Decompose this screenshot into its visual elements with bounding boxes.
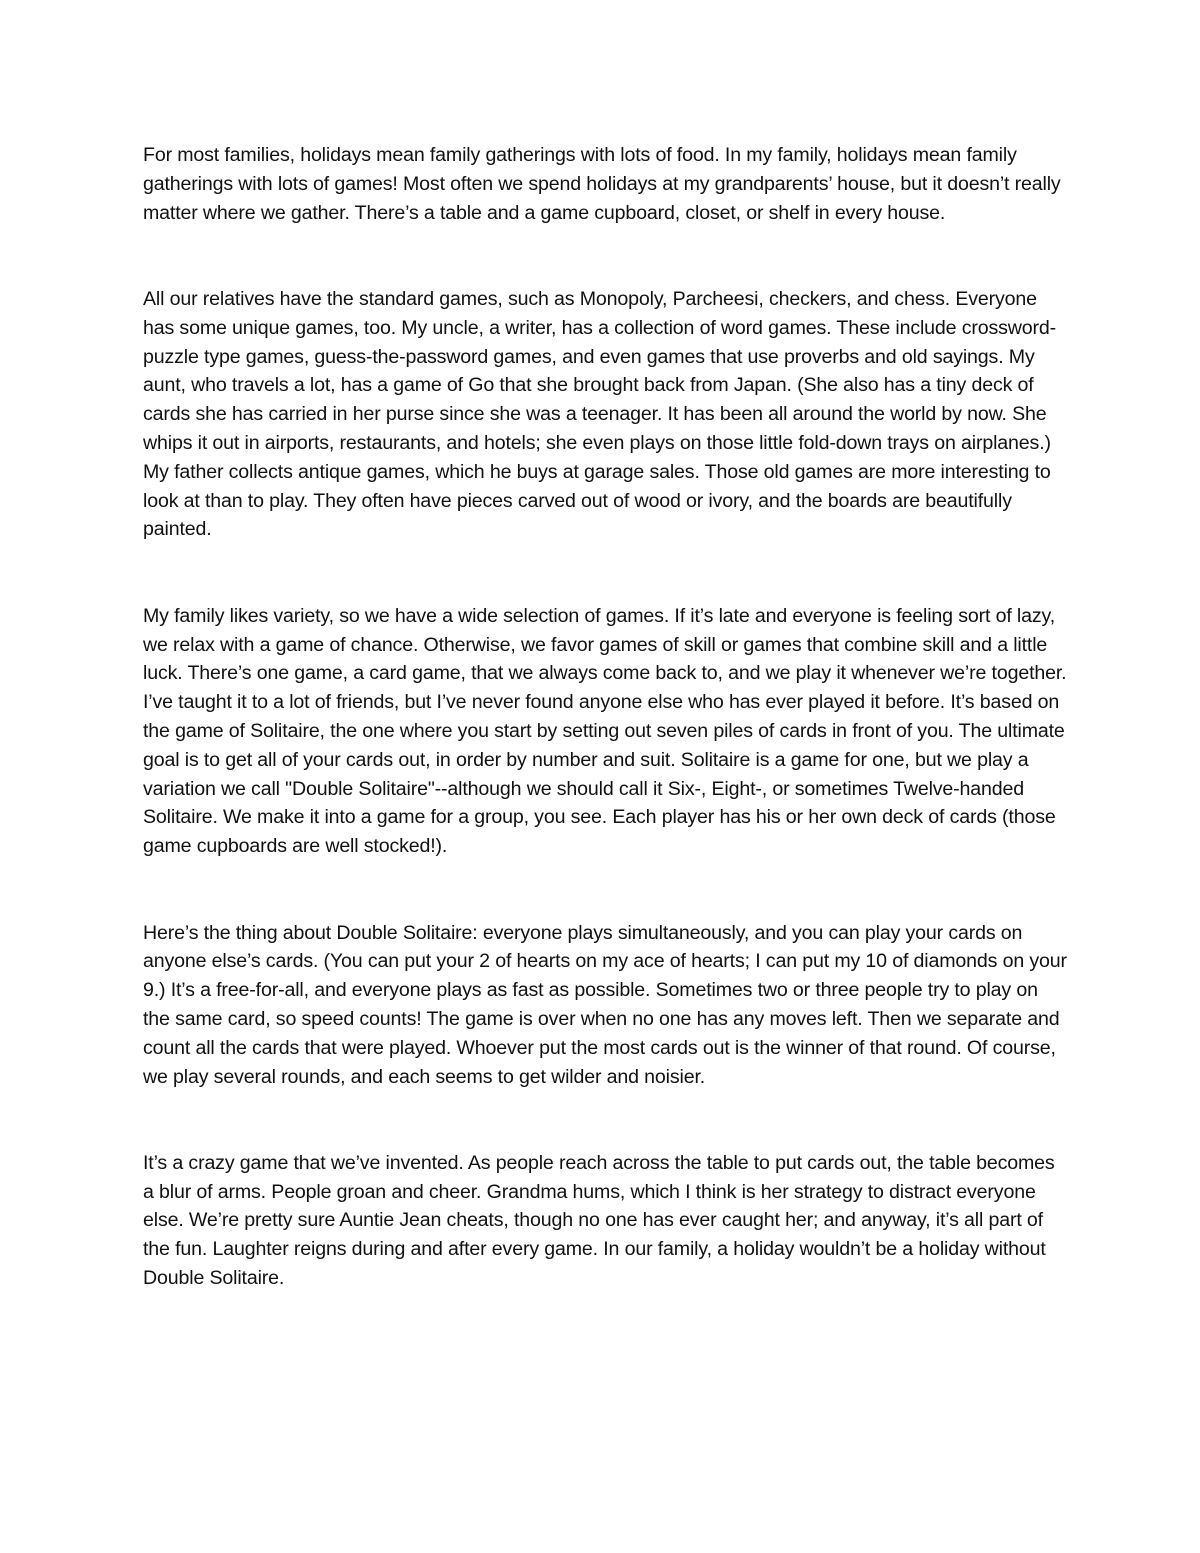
paragraph-4: Here’s the thing about Double Solitaire: everyone plays simultaneously, and you can play your cards on anyone else’s cards. (You can put your 2 of hearts on my ace of hearts; I can put my 10 of diamonds on your 9.) It’s a free-for-all, and everyone plays as fast as possible. Sometimes two or three people try to play on the same card, so speed counts! The game is over when no one has any moves left. Then we separate and count all the cards that were played. Whoever put the most cards out is the winner of that round. Of course, we play several rounds, and each seems to get wilder and noisier. — [143, 921, 1067, 1088]
document-body — [143, 141, 1068, 1293]
paragraph-1: For most families, holidays mean family gatherings with lots of food. In my family, holidays mean family gatherings with lots of games! Most often we spend holidays at my grandparents’ house, but it doesn’t really matter where we gather. There’s a table and a game cupboard, closet, or shelf in every house. — [143, 144, 1061, 224]
paragraph-2: All our relatives have the standard games, such as Monopoly, Parcheesi, checkers, and chess. Everyone has some unique games, too. My uncle, a writer, has a collection of word games. These include crossword-puzzle type games, guess-the-password games, and even games that use proverbs and old sayings. My aunt, who travels a lot, has a game of Go that she brought back from Japan. (She also has a tiny deck of cards she has carried in her purse since she was a teenager. It has been all around the world by now. She whips it out in airports, restaurants, and hotels; she even plays on those little fold-down trays on airplanes.) My father collects antique games, which he buys at garage sales. Those old games are more interesting to look at than to play. They often have pieces carved out of wood or ivory, and the boards are beautifully painted. — [143, 287, 1057, 541]
paragraph-3: My family likes variety, so we have a wide selection of games. If it’s late and everyone is feeling sort of lazy, we relax with a game of chance. Otherwise, we favor games of skill or games that combine skill and a little luck. There’s one game, a card game, that we always come back to, and we play it whenever we’re together. I’ve taught it to a lot of friends, but I’ve never found anyone else who has ever played it before. It’s based on the game of Solitaire, the one where you start by setting out seven piles of cards in front of you. The ultimate goal is to get all of your cards out, in order by number and suit. Solitaire is a game for one, but we play a variation we call "Double Solitaire"--although we should call it Six-, Eight-, or sometimes Twelve-handed Solitaire. We make it into a game for a group, you see. Each player has his or her own deck of cards (those game cupboards are well stocked!). — [143, 604, 1067, 858]
paragraph-5: It’s a crazy game that we’ve invented. As people reach across the table to put cards out, the table becomes a blur of arms. People groan and cheer. Grandma hums, which I think is her strategy to distract everyone else. We’re pretty sure Auntie Jean cheats, though no one has ever caught her; and anyway, it’s all part of the fun. Laughter reigns during and after every game. In our family, a holiday wouldn’t be a holiday without Double Solitaire. — [143, 1151, 1055, 1290]
